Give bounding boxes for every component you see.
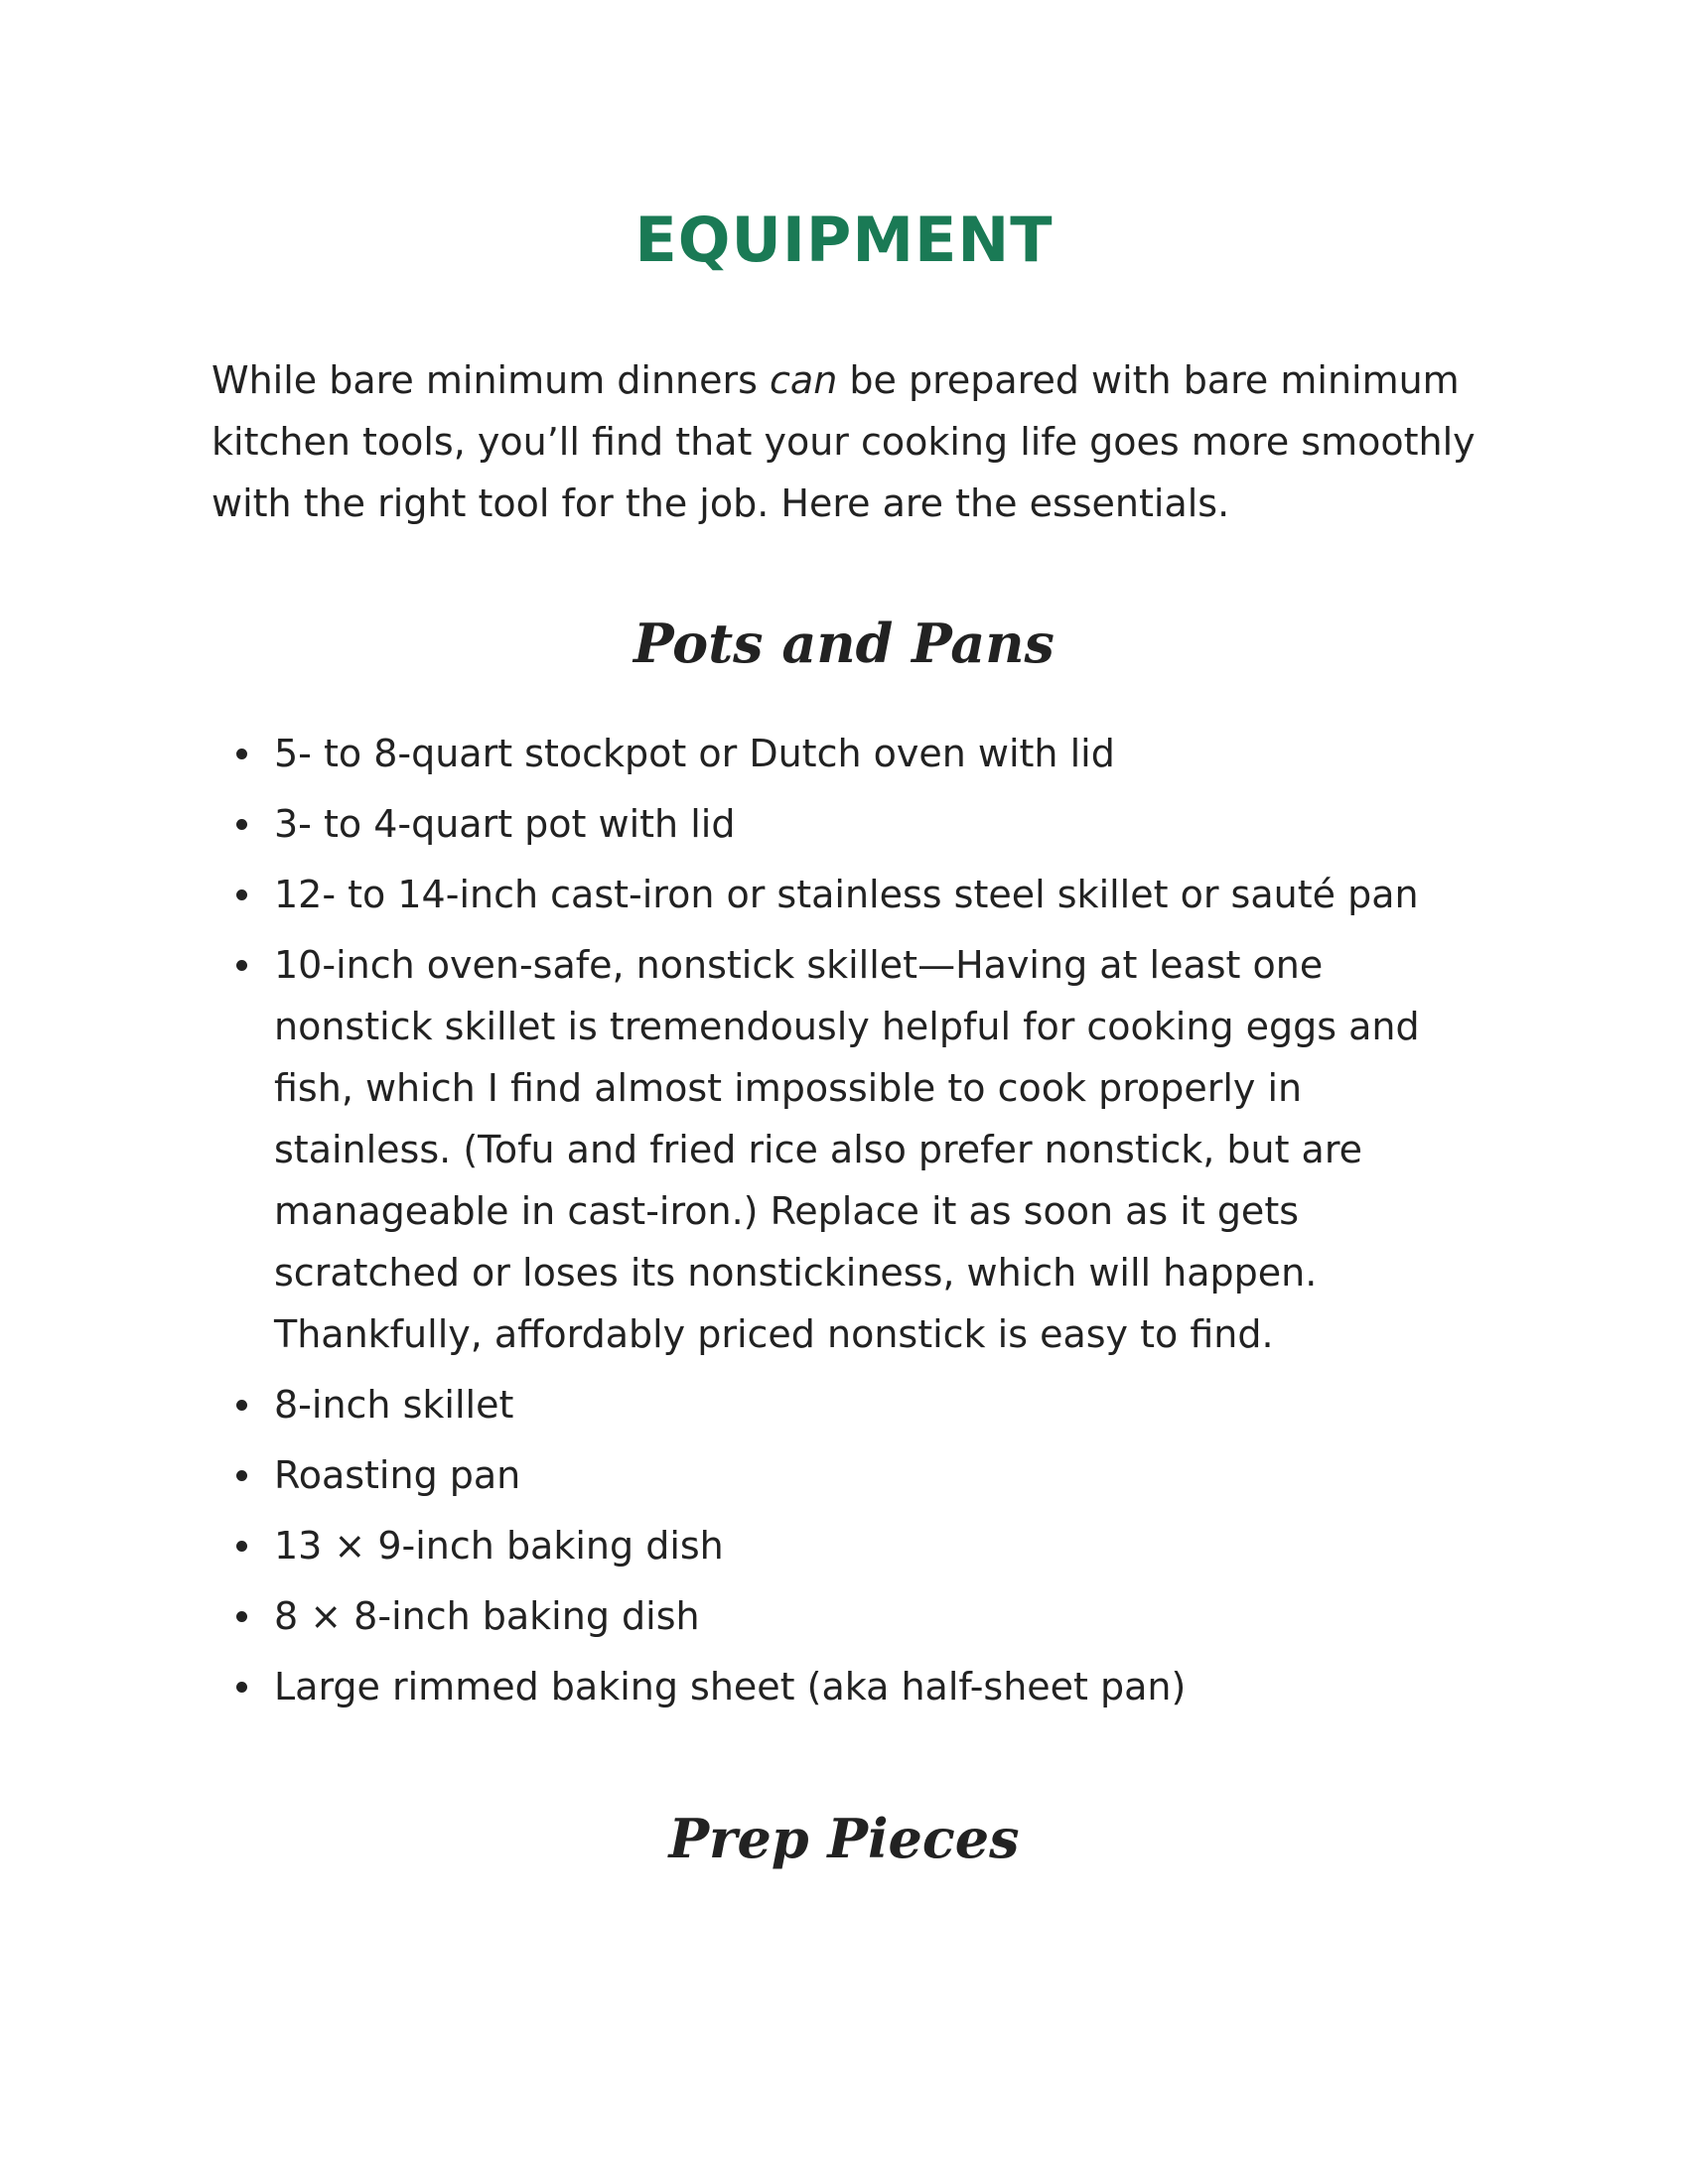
- bullet-icon: [236, 1470, 247, 1481]
- section-heading-pots-and-pans: Pots and Pans: [633, 612, 1055, 675]
- bullet-icon: [236, 1611, 247, 1622]
- list-item: [234, 864, 1466, 925]
- list-item: [234, 793, 1466, 855]
- list-item: [234, 934, 1466, 1365]
- bullet-icon: [236, 960, 247, 971]
- list-item-text: 8-inch skillet: [274, 1383, 514, 1427]
- section-heading-prep-pieces: Prep Pieces: [668, 1807, 1020, 1870]
- intro-text-start: While bare minimum dinners: [211, 358, 771, 402]
- bullet-icon: [236, 819, 247, 830]
- bullet-icon: [236, 889, 247, 900]
- bullet-icon: [236, 1682, 247, 1693]
- bullet-icon: [236, 1541, 247, 1552]
- list-item: [234, 1515, 1466, 1576]
- intro-emphasis: can: [770, 358, 838, 402]
- list-item: [234, 1444, 1466, 1506]
- list-item: [234, 723, 1466, 784]
- bullet-icon: [236, 749, 247, 759]
- bullet-icon: [236, 1400, 247, 1411]
- list-item-text: 13 × 9-inch baking dish: [274, 1524, 724, 1568]
- list-item: [234, 1374, 1466, 1435]
- list-item-text: 3- to 4-quart pot with lid: [274, 802, 736, 846]
- list-item-text: Roasting pan: [274, 1453, 521, 1497]
- list-item-text: 8 × 8-inch baking dish: [274, 1594, 700, 1638]
- list-item-text: 5- to 8-quart stockpot or Dutch oven with lid: [274, 732, 1115, 775]
- intro-text-end: be prepared with bare minimum kitchen tools, you’ll find that your cooking life goes more smoothly with the right tool for the job. Here are the essentials.: [211, 358, 1476, 525]
- list-item-text: Large rimmed baking sheet (aka half-sheet pan): [274, 1665, 1187, 1708]
- list-item-text: 12- to 14-inch cast-iron or stainless steel skillet or sauté pan: [274, 873, 1419, 916]
- page-title: EQUIPMENT: [634, 204, 1054, 276]
- list-item: [234, 1585, 1466, 1647]
- intro-paragraph: [211, 349, 1502, 534]
- list-item: [234, 1656, 1466, 1717]
- pots-and-pans-list: [234, 723, 1466, 1726]
- list-item-text: 10-inch oven-safe, nonstick skillet—Having at least one nonstick skillet is tremendously helpful for cooking eggs and fish, which I find almost impossible to cook properly in stainless. (Tofu and fried rice also prefer nonstick, but are manageable in cast-iron.) Replace it as soon as it gets scratched or loses its nonstickiness, which will happen. Thankfully, affordably priced nonstick is easy to find.: [274, 943, 1420, 1356]
